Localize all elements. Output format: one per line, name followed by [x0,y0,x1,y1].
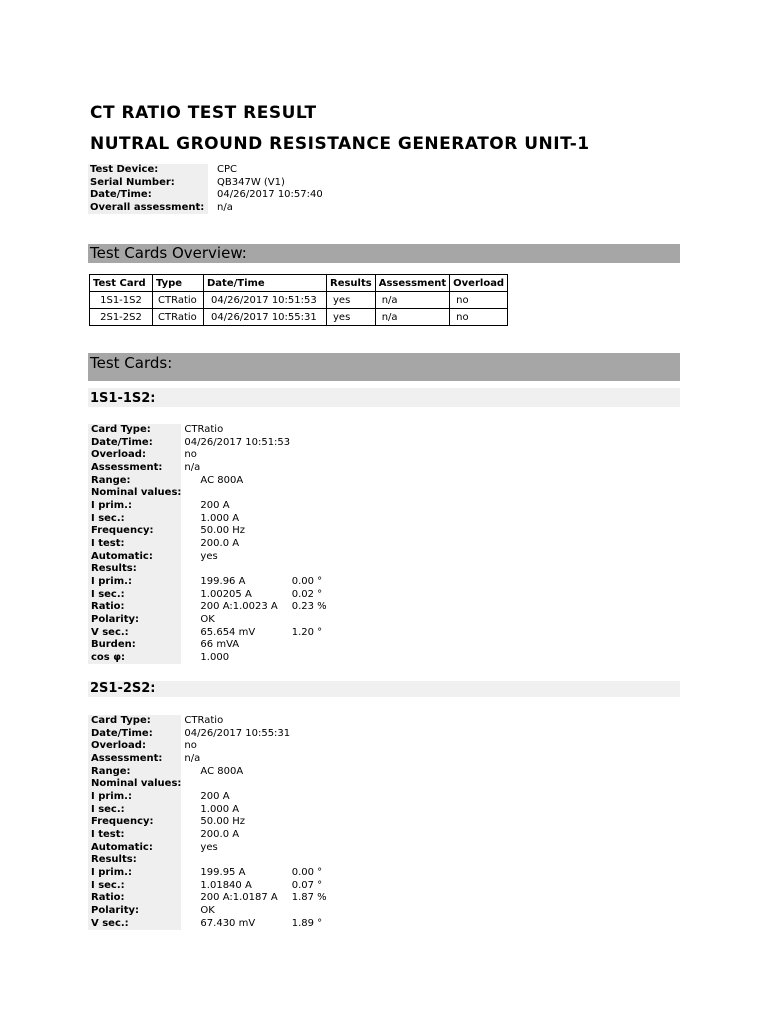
field-value: 1.01840 A [200,879,252,891]
table-cell: 04/26/2017 10:51:53 [204,292,327,309]
card-heading: 1S1-1S2: [88,388,680,407]
column-header: Test Card [90,275,153,292]
field-extra [278,652,327,665]
column-header: Date/Time [204,275,327,292]
info-label: Serial Number: [88,177,208,190]
field-value: no [184,449,197,461]
field-value: 1.000 A [200,803,240,815]
field-label: Range: [88,475,181,488]
field-extra: 1.89 ° [291,917,323,929]
field-value: AC 800A [200,474,244,486]
section-label: Results: [88,854,181,867]
info-value: QB347W (V1) [217,176,285,188]
field-value: 50.00 Hz [200,525,245,537]
field-value: no [184,740,197,752]
page-title: CT RATIO TEST RESULT [90,103,317,123]
column-header: Overload [450,275,508,292]
field-label: I prim.: [88,791,181,804]
column-header: Results [327,275,376,292]
field-value: n/a [184,461,201,473]
section-label: Results: [88,563,181,576]
field-value: 200.0 A [200,828,240,840]
info-row [88,202,325,215]
field-extra: 1.20 ° [291,626,323,638]
test-info-table [88,164,325,214]
table-cell: CTRatio [153,292,204,309]
table-cell: n/a [375,292,449,309]
field-label: Date/Time: [88,437,181,450]
field-value: 200 A [200,790,230,802]
field-value: 50.00 Hz [200,816,245,828]
field-label: Ratio: [88,892,181,905]
field-label: Automatic: [88,842,181,855]
section-label: Nominal values: [88,778,181,791]
table-cell: yes [327,309,376,326]
field-label: I prim.: [88,867,181,880]
field-label: V sec.: [88,918,181,931]
field-label: Frequency: [88,816,181,829]
card-details [88,715,327,930]
field-label: Range: [88,766,181,779]
field-label: Polarity: [88,905,181,918]
field-label: Assessment: [88,462,181,475]
field-extra [278,639,327,652]
field-extra [278,614,327,627]
field-value: 199.95 A [200,866,246,878]
test-cards-heading: Test Cards: [88,353,680,381]
table-cell: yes [327,292,376,309]
info-value: n/a [217,201,233,213]
table-row [90,292,508,309]
overview-heading: Test Cards Overview: [88,244,680,263]
field-value: 200 A:1.0187 A [200,892,278,904]
info-value: CPC [217,164,237,175]
field-extra: 1.87 % [291,892,327,904]
info-row [88,164,325,177]
field-value: 67.430 mV [200,917,256,929]
field-label: I test: [88,538,181,551]
field-value: 04/26/2017 10:55:31 [184,727,291,739]
field-value: yes [200,841,218,853]
table-row [90,309,508,326]
overview-header-row [90,275,508,292]
field-label: I sec.: [88,513,181,526]
field-value: yes [200,550,218,562]
column-header: Assessment [375,275,449,292]
field-value: CTRatio [184,424,224,435]
field-value: 200.0 A [200,537,240,549]
info-row [88,177,325,190]
section-label: Nominal values: [88,487,181,500]
card-heading: 2S1-2S2: [88,681,680,697]
field-label: Polarity: [88,614,181,627]
field-label: Date/Time: [88,728,181,741]
field-label: I sec.: [88,880,181,893]
table-cell: 2S1-2S2 [90,309,153,326]
field-value: 1.00205 A [200,588,252,600]
field-label: Card Type: [88,424,181,437]
field-value: 66 mVA [200,639,240,651]
field-value: 1.000 A [200,512,240,524]
field-label: Frequency: [88,525,181,538]
field-label: Card Type: [88,715,181,728]
field-extra: 0.02 ° [291,588,323,600]
field-label: I prim.: [88,500,181,513]
field-value: n/a [184,752,201,764]
overview-table [89,274,508,326]
field-value: OK [200,613,215,625]
info-label: Date/Time: [88,189,208,202]
field-label: I sec.: [88,804,181,817]
field-value: CTRatio [184,715,224,726]
field-value: 200 A [200,499,230,511]
field-label: cos φ: [88,652,181,665]
field-label: Assessment: [88,753,181,766]
info-label: Overall assessment: [88,202,208,215]
field-label: Burden: [88,639,181,652]
field-label: I prim.: [88,576,181,589]
field-value: AC 800A [200,765,244,777]
table-cell: 04/26/2017 10:55:31 [204,309,327,326]
field-extra: 0.00 ° [291,866,323,878]
field-label: I test: [88,829,181,842]
field-label: Overload: [88,449,181,462]
field-value: 1.000 [200,651,230,663]
info-row [88,189,325,202]
field-label: V sec.: [88,627,181,640]
field-label: Automatic: [88,551,181,564]
table-cell: 1S1-1S2 [90,292,153,309]
page-subtitle: NUTRAL GROUND RESISTANCE GENERATOR UNIT-1 [90,134,590,154]
column-header: Type [153,275,204,292]
field-extra: 0.23 % [291,601,327,613]
table-cell: CTRatio [153,309,204,326]
field-value: 65.654 mV [200,626,256,638]
field-label: Overload: [88,740,181,753]
field-extra: 0.00 ° [291,575,323,587]
card-details [88,424,327,664]
field-label: I sec.: [88,589,181,602]
table-cell: n/a [375,309,449,326]
field-value: OK [200,904,215,916]
info-label: Test Device: [88,164,208,177]
table-cell: no [450,309,508,326]
field-value: 200 A:1.0023 A [200,601,278,613]
field-extra [278,905,327,918]
field-extra: 0.07 ° [291,879,323,891]
field-label: Ratio: [88,601,181,614]
field-value: 04/26/2017 10:51:53 [184,436,291,448]
info-value: 04/26/2017 10:57:40 [217,189,323,200]
table-cell: no [450,292,508,309]
field-value: 199.96 A [200,575,246,587]
